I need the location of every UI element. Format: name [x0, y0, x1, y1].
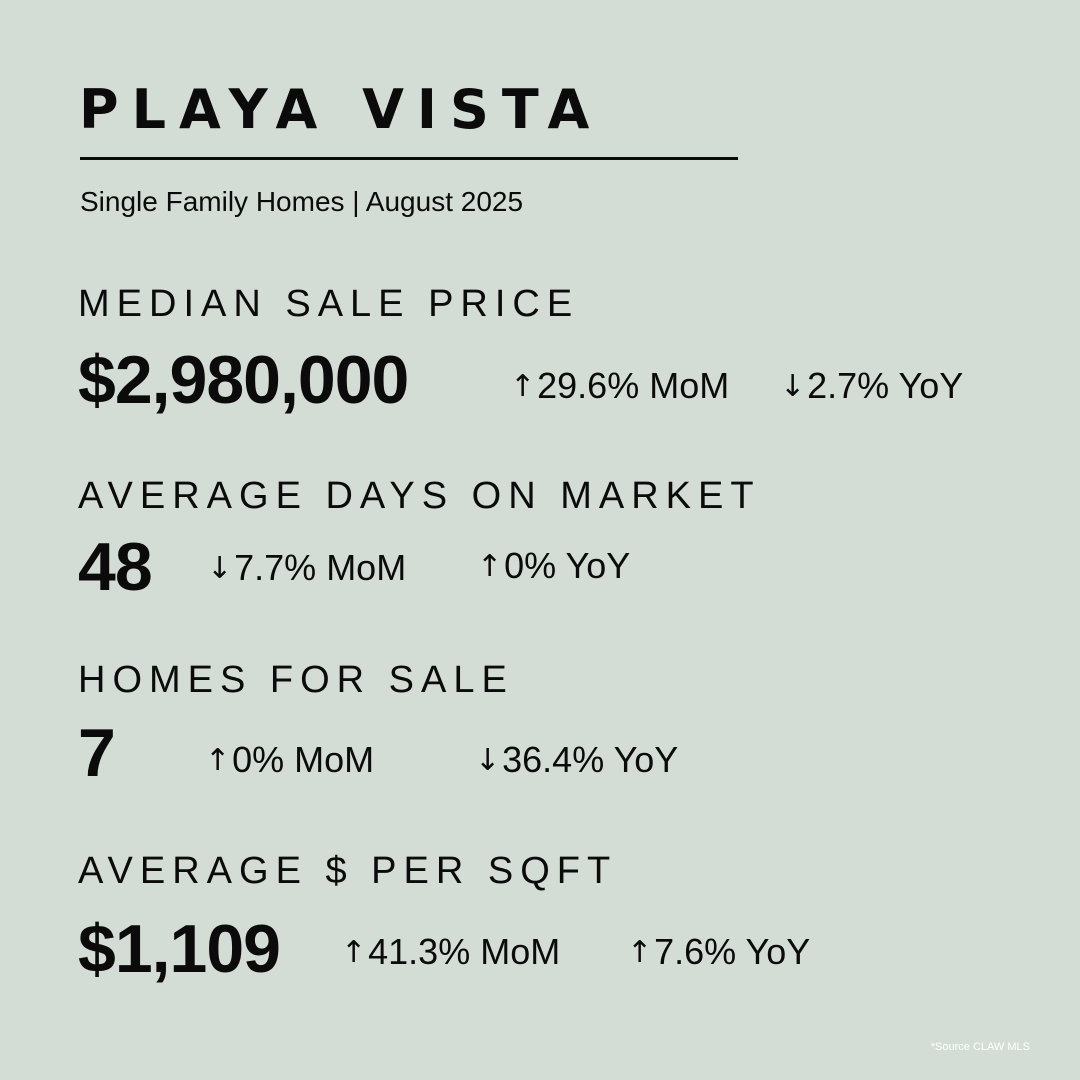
title-divider [80, 157, 738, 160]
source-note: *Source CLAW MLS [930, 1041, 1030, 1053]
arrow-up-icon: ↑ [627, 935, 653, 970]
arrow-up-icon: ↑ [477, 549, 503, 584]
metric-label-average-price-per-sqft: AVERAGE $ PER SQFT [78, 850, 618, 892]
metric-value-median-sale-price: $2,980,000 [78, 342, 409, 418]
mom-change-text: 29.6% MoM [537, 365, 730, 406]
metric-yoy-average-price-per-sqft [627, 932, 810, 973]
yoy-change-text: 36.4% YoY [502, 739, 679, 780]
page-subtitle: Single Family Homes | August 2025 [80, 186, 524, 217]
metric-yoy-average-days-on-market [477, 546, 630, 587]
yoy-change-text: 7.6% YoY [654, 931, 811, 972]
arrow-up-icon: ↑ [510, 369, 536, 404]
arrow-down-icon: ↓ [780, 369, 806, 404]
arrow-down-icon: ↓ [475, 743, 501, 778]
arrow-up-icon: ↑ [205, 743, 231, 778]
metric-label-average-days-on-market: AVERAGE DAYS ON MARKET [78, 475, 761, 517]
arrow-down-icon: ↓ [207, 551, 233, 586]
metric-value-average-price-per-sqft: $1,109 [78, 911, 280, 987]
mom-change-text: 7.7% MoM [234, 547, 407, 588]
metric-mom-homes-for-sale [205, 740, 374, 781]
metric-mom-median-sale-price [510, 366, 729, 407]
yoy-change-text: 2.7% YoY [807, 365, 964, 406]
metric-value-homes-for-sale: 7 [78, 715, 115, 791]
metric-yoy-median-sale-price [780, 366, 963, 407]
metric-value-average-days-on-market: 48 [78, 529, 152, 605]
metric-yoy-homes-for-sale [475, 740, 678, 781]
metric-mom-average-price-per-sqft [341, 932, 560, 973]
yoy-change-text: 0% YoY [504, 545, 631, 586]
mom-change-text: 0% MoM [232, 739, 375, 780]
metric-label-median-sale-price: MEDIAN SALE PRICE [78, 283, 580, 325]
mom-change-text: 41.3% MoM [368, 931, 561, 972]
page-title: PLAYA VISTA [79, 78, 603, 141]
metric-mom-average-days-on-market [207, 548, 406, 589]
metric-label-homes-for-sale: HOMES FOR SALE [78, 659, 514, 701]
arrow-up-icon: ↑ [341, 935, 367, 970]
